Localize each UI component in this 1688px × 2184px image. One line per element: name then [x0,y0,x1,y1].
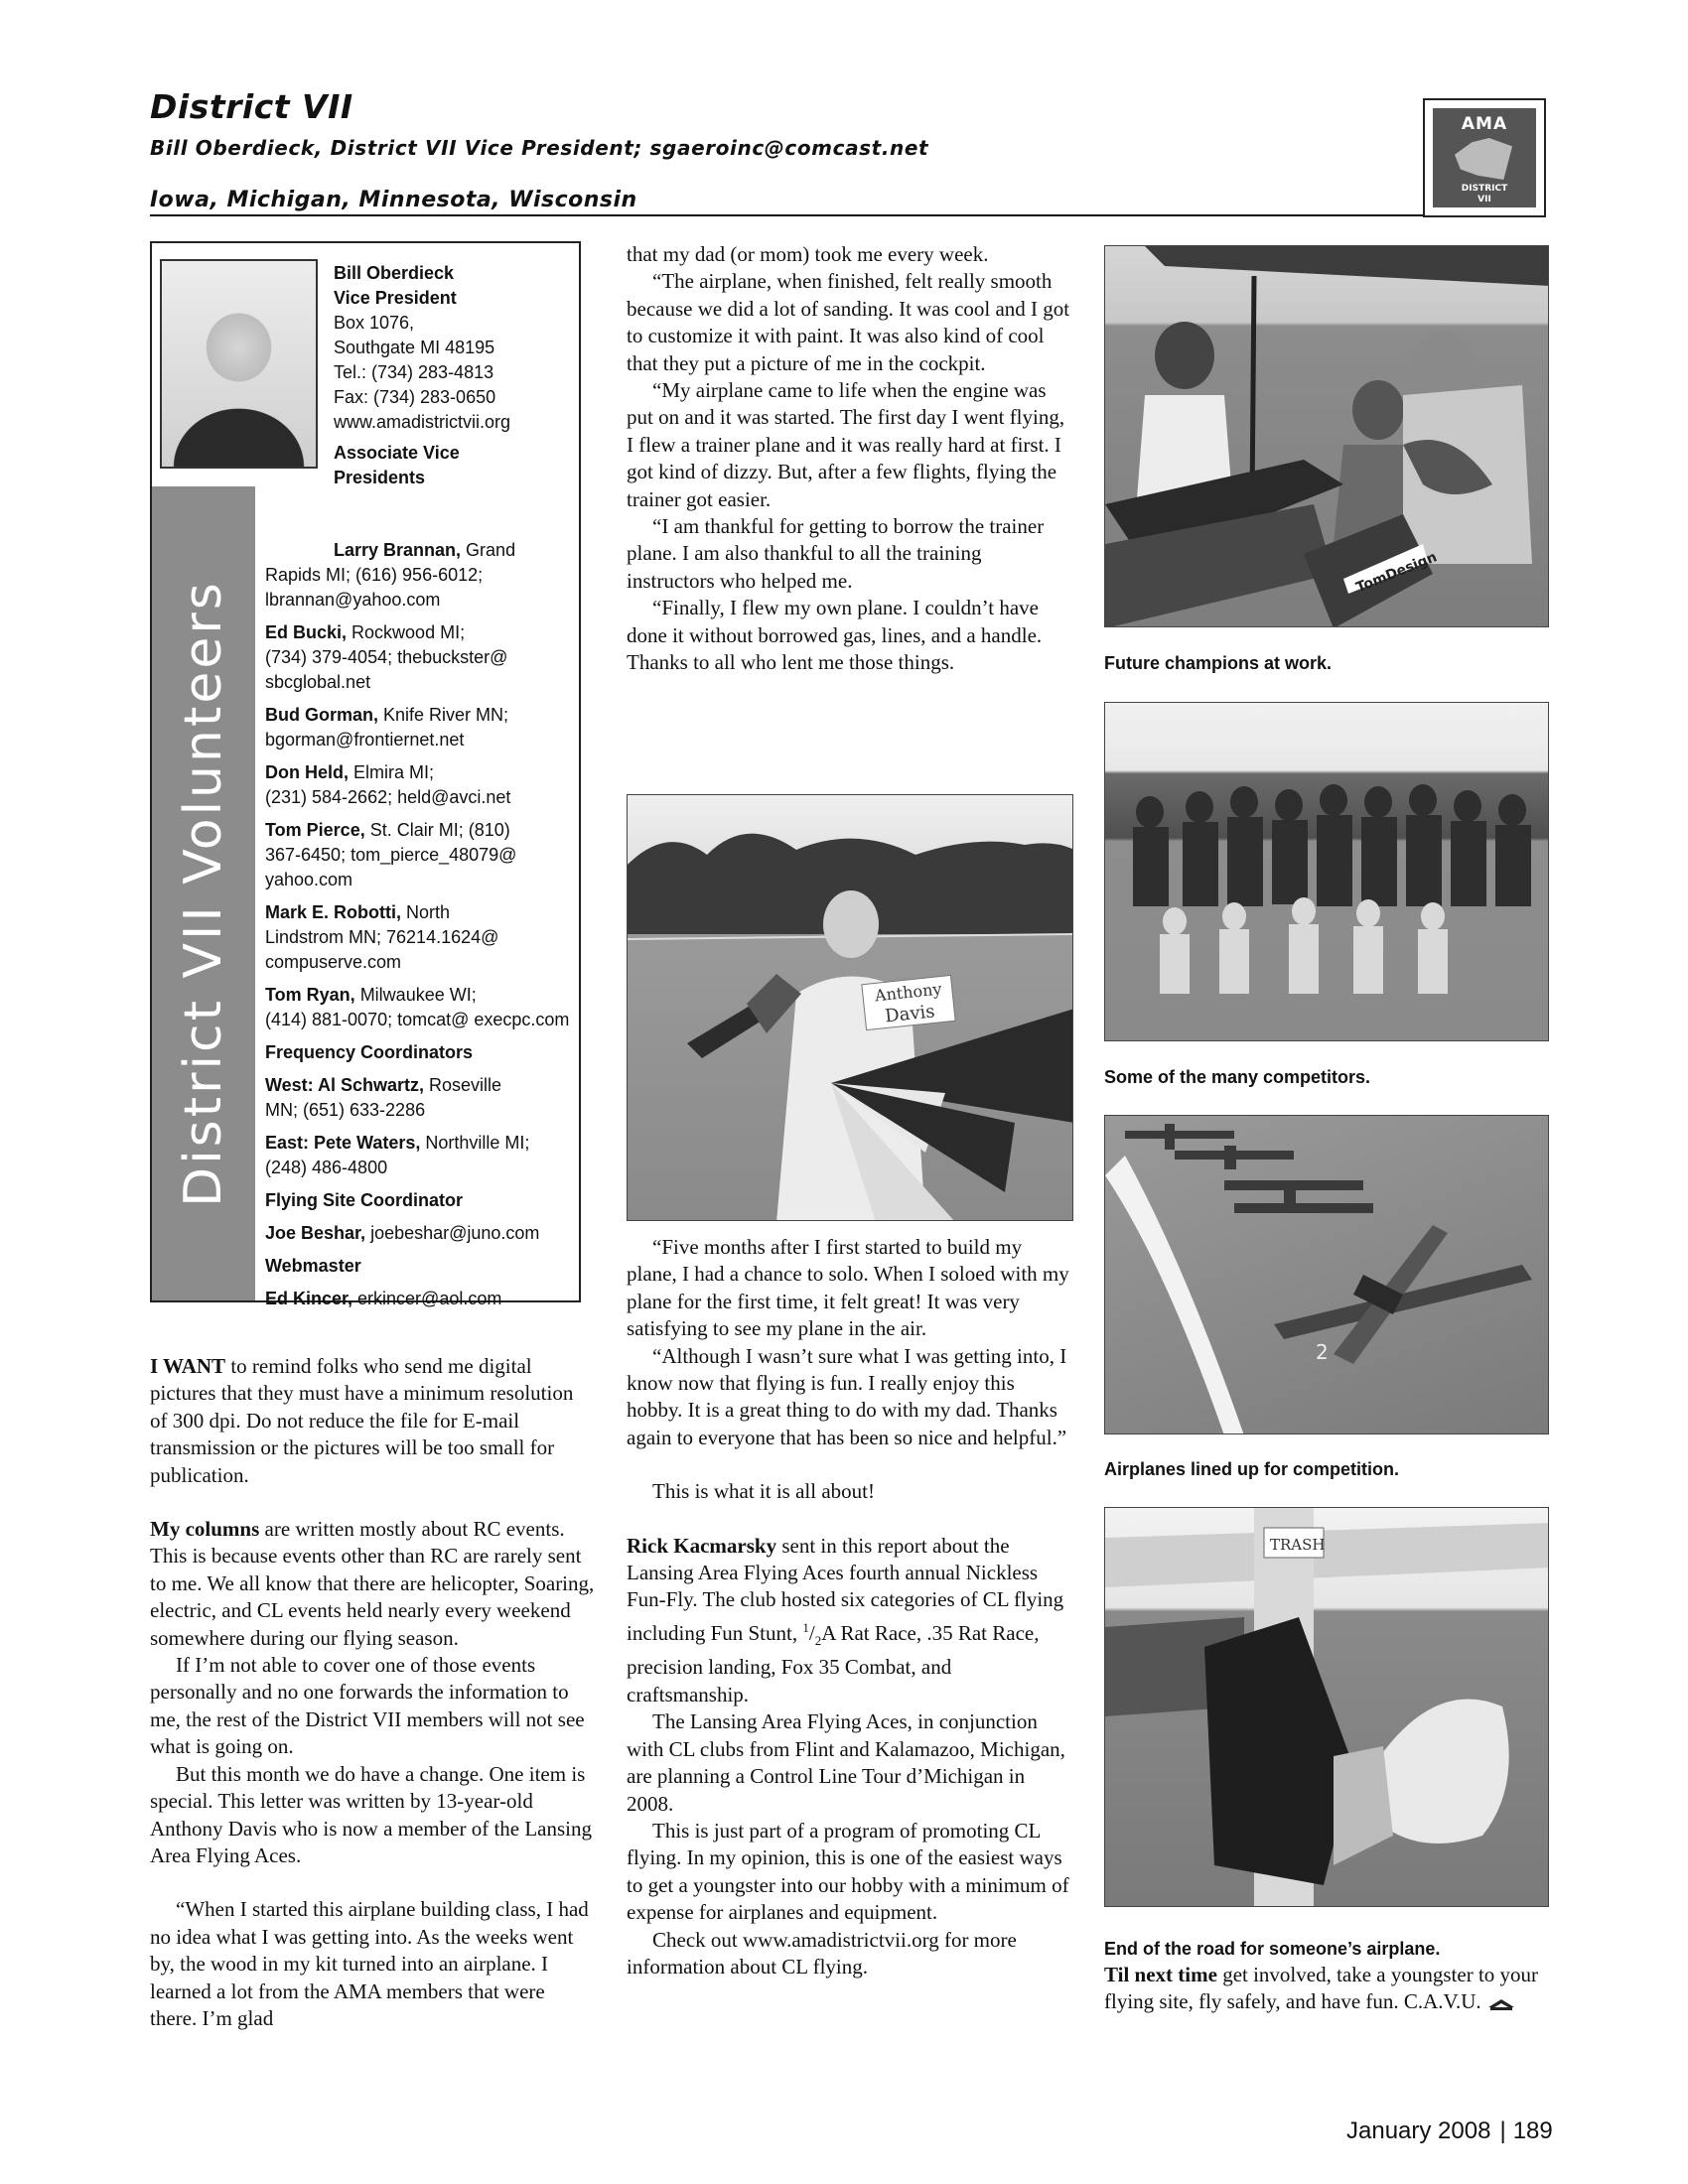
volunteer-name: Ed Bucki, [265,622,348,642]
volunteers-side-band [152,486,255,1300]
photo-kids-illustration [1105,246,1549,627]
volunteer-detail: Roseville [424,1075,502,1095]
paragraph: But this month we do have a change. One item is special. This letter was written by 13-year-old Anthony Davis who is now a member of the Lansing Area Flying Aces. [150,1761,593,1867]
volunteer-detail: MN; (651) 633-2286 [265,1100,426,1120]
paragraph-lead: My columns [150,1517,260,1542]
volunteer-detail: Rockwood MI; [347,622,466,642]
volunteer-detail: St. Clair MI; (810) [364,820,510,840]
photo-caption: Future champions at work. [1104,653,1333,673]
logo-district-number: VII [1477,195,1491,205]
volunteers-vertical-title: District VII Volunteers [174,580,233,1207]
volunteer-detail: (414) 881-0070; tomcat@ execpc.com [265,1010,570,1029]
volunteer-list [265,538,575,1319]
vp-address-line: Box 1076, [334,313,415,333]
volunteer-name: Don Held, [265,762,349,782]
photo-trash-illustration [1105,1508,1549,1907]
volunteer-detail: erkincer@aol.com [352,1289,502,1308]
paragraph-lead: I WANT [150,1354,226,1378]
trash-sign-text: TRASH [1270,1536,1326,1554]
paragraph-text: sent in this report about the Lansing Area Flying Aces fourth annual Nickless Fun-Fly. The club hosted six categories of CL flying including Fun Stunt, [627,1533,1064,1645]
logo-inner [1433,108,1536,207]
paragraph: “The airplane, when finished, felt really smooth because we did a lot of sanding. It was cool and I got to customize it with paint. It was also kind of cool that they put a picture of me in the cockpit. [627,269,1070,375]
photo-airplanes-lined-up [1104,1115,1549,1434]
column-2-top [627,241,1073,677]
photo-caption: End of the road for someone’s airplane. [1104,1939,1441,1959]
paragraph: This is what it is all about! [652,1479,875,1504]
page-footer [1346,2117,1553,2145]
paragraph-text: are written mostly about RC events. This is because events other than RC are rarely sent to me. We all know that there are helicopter, Soaring, electric, and CL events held nearly every weekend somewhere during our flying season. [150,1517,595,1650]
photo-future-champions [1104,245,1549,627]
sign-text: Davis [884,1001,936,1027]
assoc-heading: Associate Vice [334,443,460,463]
volunteer-name: West: Al Schwartz, [265,1075,425,1095]
vp-website: www.amadistrictvii.org [334,412,511,432]
plane-number: 2 [1316,1340,1329,1364]
volunteer-entry [265,703,575,752]
paragraph [150,1516,595,1652]
site-heading: Flying Site Coordinator [265,1190,464,1210]
column-1 [150,1353,595,2032]
paragraph-lead: Rick Kacmarsky [627,1533,777,1558]
freq-heading: Frequency Coordinators [265,1042,474,1062]
photo-boy-with-plane [627,794,1073,1221]
vp-address-line: Southgate MI 48195 [334,338,495,357]
page-number: 189 [1512,2117,1553,2144]
volunteer-detail: Northville MI; [420,1133,530,1153]
volunteer-entry [265,538,575,613]
volunteer-detail: Milwaukee WI; [354,985,477,1005]
web-heading: Webmaster [265,1256,361,1276]
paragraph: “Although I wasn’t sure what I was getting into, I know now that flying is fun. I really enjoy this hobby. It is a great thing to do with my dad. Thanks again to everyone that has been so nice and helpful.” [627,1343,1067,1449]
vp-phone: Tel.: (734) 283-4813 [334,362,494,382]
district-logo [1423,98,1546,217]
paragraph: Check out www.amadistrictvii.org for more information about CL flying. [627,1927,1017,1979]
photo-caption: Airplanes lined up for competition. [1104,1459,1400,1479]
volunteer-name: Tom Ryan, [265,985,355,1005]
footer-separator-icon: | [1499,2117,1506,2144]
logo-ama-text: AMA [1461,114,1508,134]
volunteer-entry [265,760,575,810]
volunteer-name: Ed Kincer, [265,1289,353,1308]
volunteer-name: Bud Gorman, [265,705,379,725]
paragraph: If I’m not able to cover one of those events personally and no one forwards the information to me, the rest of the District VII members will not see what is going on. [150,1653,585,1759]
volunteer-detail: Grand [461,540,516,560]
volunteer-entry [265,1287,575,1311]
paragraph: that my dad (or mom) took me every week. [627,242,989,266]
photo-trash-airplane [1104,1507,1549,1907]
banner-text: TomDesign [1353,549,1440,597]
paragraph: “When I started this airplane building class, I had no idea what I was getting into. As the weeks went by, the wood in my kit turned into an airplane. I learned a lot from the AMA members that were there. I’m glad [150,1897,589,2030]
paragraph-text: A Rat Race, .35 Rat Race, precision landing, Fox 35 Combat, and craftsmanship. [627,1620,1040,1706]
fraction-denominator: 2 [814,1633,822,1649]
volunteer-name: Larry Brannan, [334,540,462,560]
vp-portrait-photo [160,259,318,469]
paragraph: “Finally, I flew my own plane. I couldn’t have done it without borrowed gas, lines, and a handle. Thanks to all who lent me those things. [627,596,1043,675]
photo-caption: Some of the many competitors. [1104,1067,1371,1087]
volunteer-detail: Elmira MI; [349,762,435,782]
paragraph: “Five months after I first started to build my plane, I had a chance to solo. When I soloed with my plane for the first time, it felt great! It was very satisfying to see my plane in the air. [627,1235,1069,1341]
photo-group-illustration [1105,703,1549,1041]
volunteer-entry [265,1131,575,1180]
paragraph-text: to remind folks who send me digital pictures that they must have a minimum resolution of 300 dpi. Do not reduce the file for E-mail transmission or the pictures will be too small for publication. [150,1354,574,1487]
sign-text: Anthony [874,979,943,1006]
volunteer-detail: (248) 486-4800 [265,1158,388,1177]
volunteer-detail: Lindstrom MN; 76214.1624@ compuserve.com [265,927,499,972]
paragraph [150,1353,595,1489]
column-3-closing [1104,1962,1551,2016]
volunteer-detail: Rapids MI; (616) 956-6012; lbrannan@yahoo.com [265,565,484,610]
fraction-numerator: 1 [802,1619,809,1635]
photo-boy-illustration [628,795,1073,1221]
paragraph: Rick Kacmarsky sent in this report about the Lansing Area Flying Aces fourth annual Nickless Fun-Fly. The club hosted six categories of CL flying including Fun Stunt, $^1/_2A$ Rat Race, .35 Rat Race, precision landing, Fox 35 Combat, and craftsmanship. [627,1533,1064,1706]
volunteer-detail: bgorman@frontiernet.net [265,730,465,750]
logo-map-icon [1455,138,1512,180]
vp-name: Bill Oberdieck [334,263,455,283]
volunteer-detail: joebeshar@juno.com [365,1223,540,1243]
volunteer-entry [265,818,575,892]
ama-end-icon [1486,1997,1516,2011]
photo-planes-illustration [1105,1116,1549,1434]
volunteer-name: Tom Pierce, [265,820,365,840]
volunteer-name: East: Pete Waters, [265,1133,421,1153]
volunteer-detail: (734) 379-4054; thebuckster@ sbcglobal.net [265,647,508,692]
volunteer-detail: 367-6450; tom_pierce_48079@ yahoo.com [265,845,517,889]
paragraph: This is just part of a program of promoting CL flying. In my opinion, this is one of the easiest ways to get a youngster into our hobby with a minimum of expense for airplanes and equipment. [627,1818,1069,1925]
volunteer-name: Mark E. Robotti, [265,902,402,922]
issue-date: January 2008 [1346,2117,1491,2144]
volunteer-entry [265,1221,575,1246]
volunteer-entry [265,1073,575,1123]
paragraph-text: get involved, take a youngster to your flying site, fly safely, and have fun. C.A.V.U. [1104,1963,1539,2014]
paragraph [1104,1962,1551,2016]
volunteer-detail: North [401,902,451,922]
column-2-bottom [627,1234,1073,1980]
volunteer-entry [265,983,575,1032]
vp-role: Vice President [334,288,457,308]
vp-fax: Fax: (734) 283-0650 [334,387,496,407]
page-title: District VII [150,87,353,126]
page-subtitle: Bill Oberdieck, District VII Vice President; sgaeroinc@comcast.net [150,136,929,160]
paragraph: The Lansing Area Flying Aces, in conjunction with CL clubs from Flint and Kalamazoo, Michigan, are planning a Control Line Tour d’Michigan in 2008. [627,1709,1065,1816]
photo-competitors-group [1104,702,1549,1041]
header-rule [150,214,1423,216]
paragraph-lead: Til next time [1104,1963,1217,1986]
volunteer-entry [265,900,575,975]
volunteer-name: Joe Beshar, [265,1223,366,1243]
paragraph: “I am thankful for getting to borrow the trainer plane. I am also thankful to all the training instructors who helped me. [627,514,1045,593]
assoc-heading-2: Presidents [334,468,426,487]
paragraph: “My airplane came to life when the engine was put on and it was started. The first day I went flying, I flew a trainer plane and it was really hard at first. I got kind of dizzy. But, after a few flights, flying the trainer got easier. [627,378,1065,511]
volunteer-detail: (231) 584-2662; held@avci.net [265,787,511,807]
vp-contact-block [334,261,572,490]
logo-district-text: DISTRICT [1461,184,1508,194]
volunteer-entry [265,620,575,695]
states-line: Iowa, Michigan, Minnesota, Wisconsin [150,188,637,212]
volunteer-detail: Knife River MN; [378,705,509,725]
